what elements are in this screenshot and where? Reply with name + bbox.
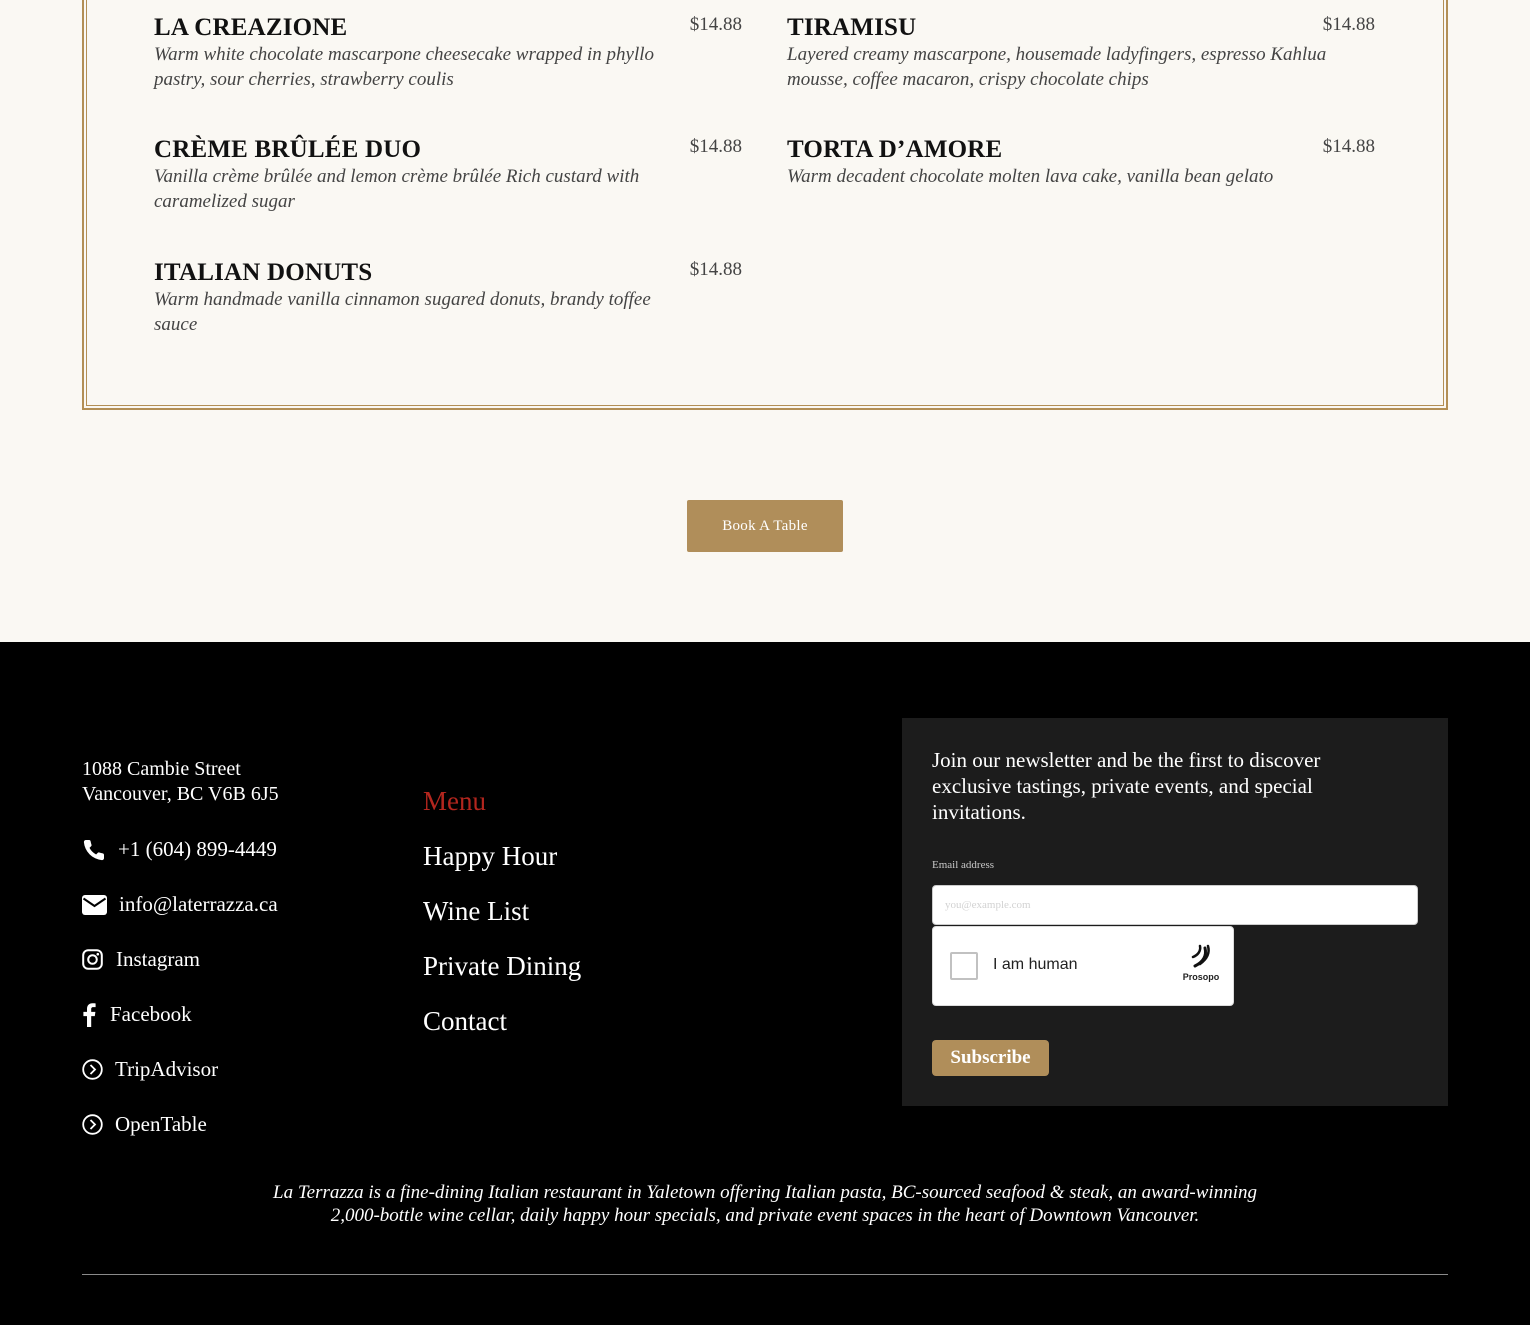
menu-item-name: LA CREAZIONE bbox=[154, 14, 348, 41]
tripadvisor-link[interactable] bbox=[82, 1057, 218, 1082]
prosopo-logo-icon bbox=[1189, 956, 1213, 973]
captcha-checkbox[interactable] bbox=[950, 952, 978, 980]
opentable-label: OpenTable bbox=[115, 1112, 207, 1136]
footer-nav-happy-hour[interactable]: Happy Hour bbox=[423, 841, 558, 871]
menu-item-price: $14.88 bbox=[689, 259, 742, 280]
menu-item-description: Warm handmade vanilla cinnamon sugared donuts, brandy toffee sauce bbox=[154, 289, 651, 335]
email-link[interactable] bbox=[82, 892, 278, 917]
envelope-icon bbox=[82, 895, 107, 915]
menu-item-price: $14.88 bbox=[1322, 14, 1375, 35]
menu-item-description: Warm decadent chocolate molten lava cake, vanilla bean gelato bbox=[787, 166, 1274, 187]
menu-item-name: ITALIAN DONUTS bbox=[154, 259, 373, 286]
instagram-link[interactable] bbox=[82, 947, 200, 972]
phone-number: +1 (604) 899-4449 bbox=[118, 837, 277, 861]
address bbox=[82, 757, 279, 807]
newsletter-panel bbox=[902, 718, 1448, 1106]
menu-item-description: Warm white chocolate mascarpone cheesecake wrapped in phyllo pastry, sour cherries, strawberry coulis bbox=[154, 44, 655, 90]
facebook-label: Facebook bbox=[110, 1002, 192, 1026]
book-a-table-button[interactable]: Book A Table bbox=[687, 500, 843, 552]
restaurant-description: La Terrazza is a fine-dining Italian restaurant in Yaletown offering Italian pasta, BC-sourced seafood & steak, an award-winning 2,000-bottle wine cellar, daily happy hour specials, and private event spaces in the heart of Downtown Vancouver. bbox=[273, 1182, 1257, 1226]
menu-item-price: $14.88 bbox=[1322, 136, 1375, 157]
site-footer bbox=[0, 642, 1530, 1325]
captcha-brand-label: Prosopo bbox=[1182, 972, 1220, 982]
phone-icon bbox=[82, 838, 106, 862]
tripadvisor-label: TripAdvisor bbox=[115, 1057, 219, 1081]
menu-item-price: $14.88 bbox=[689, 136, 742, 157]
dessert-menu-section bbox=[0, 0, 1530, 642]
menu-item-description: Layered creamy mascarpone, housemade ladyfingers, espresso Kahlua mousse, coffee macaron, crispy chocolate chips bbox=[787, 44, 1327, 90]
menu-item-price: $14.88 bbox=[689, 14, 742, 35]
menu-item-name: TIRAMISU bbox=[787, 14, 917, 41]
email-address: info@laterrazza.ca bbox=[119, 892, 278, 916]
phone-link[interactable] bbox=[82, 837, 277, 862]
footer-nav-contact[interactable]: Contact bbox=[423, 1006, 507, 1036]
menu-item-description: Vanilla crème brûlée and lemon crème brûlée Rich custard with caramelized sugar bbox=[154, 166, 640, 212]
chevron-circle-icon bbox=[82, 1059, 103, 1080]
footer-nav-menu[interactable]: Menu bbox=[423, 786, 486, 816]
captcha-widget bbox=[932, 926, 1234, 1006]
menu-item-name: CRÈME BRÛLÉE DUO bbox=[154, 136, 422, 163]
footer-divider bbox=[82, 1274, 1448, 1275]
address-line-street: 1088 Cambie Street bbox=[82, 758, 241, 780]
chevron-circle-icon bbox=[82, 1114, 103, 1135]
newsletter-email-input[interactable] bbox=[932, 885, 1418, 925]
captcha-brand bbox=[1179, 943, 1223, 982]
instagram-icon bbox=[82, 949, 103, 970]
footer-nav-private-dining[interactable]: Private Dining bbox=[423, 951, 582, 981]
instagram-label: Instagram bbox=[116, 947, 200, 971]
facebook-link[interactable] bbox=[82, 1002, 192, 1027]
opentable-link[interactable] bbox=[82, 1112, 207, 1137]
captcha-label: I am human bbox=[993, 956, 1078, 973]
menu-item-name: TORTA D’AMORE bbox=[787, 136, 1003, 163]
facebook-icon bbox=[82, 1003, 96, 1027]
newsletter-text: Join our newsletter and be the first to discover exclusive tastings, private events, and special invitations. bbox=[932, 748, 1321, 824]
footer-nav-wine-list[interactable]: Wine List bbox=[423, 896, 530, 926]
subscribe-button[interactable]: Subscribe bbox=[932, 1040, 1049, 1076]
address-line-city: Vancouver, BC V6B 6J5 bbox=[82, 783, 279, 805]
email-field-label: Email address bbox=[932, 859, 995, 871]
